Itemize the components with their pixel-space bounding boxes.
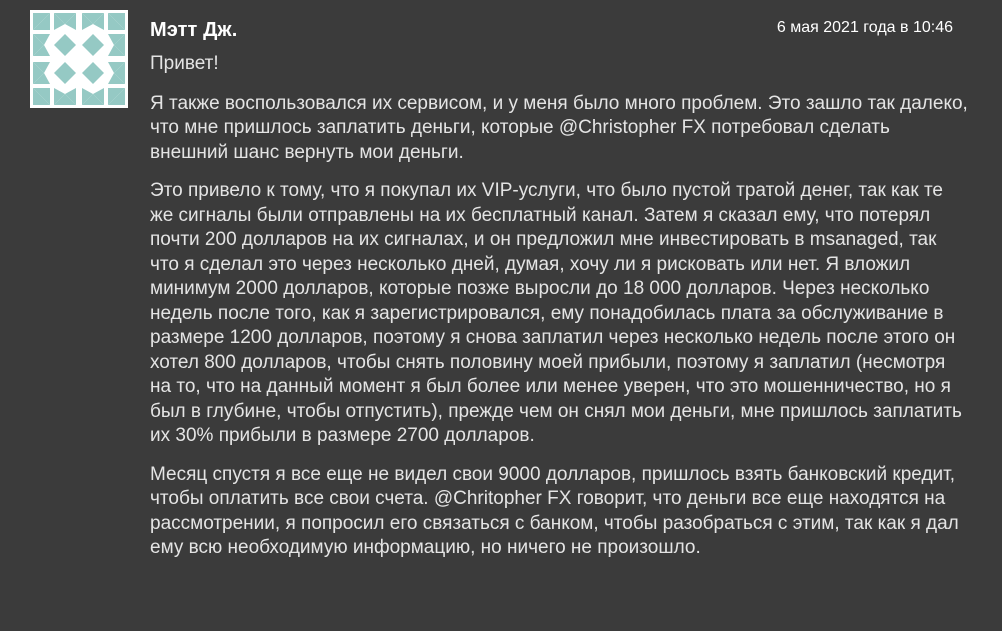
- comment-author[interactable]: Мэтт Дж.: [150, 19, 238, 41]
- comment-paragraph: Привет!: [150, 53, 219, 74]
- comment-paragraph: Это привело к тому, что я покупал их VIP-услуги, что было пустой тратой денег, так как те же сигналы были отправлены на их бесплатный канал. Затем я сказал ему, что потерял почти 200 долларов на их сигналах, и он предложил мне инвестировать в msanaged, так что я сделал это через несколько дней, думая, хочу ли я рисковать или нет. Я вложил минимум 2000 долларов, которые позже выросли до 18 000 долларов. Через несколько недель после того, как я зарегистрировался, ему понадобилась плата за обслуживание в размере 1200 долларов, поэтому я снова заплатил через несколько недель после этого он хотел 800 долларов, чтобы снять половину моей прибыли, поэтому я заплатил (несмотря на то, что на данный момент я был более или менее уверен, что это мошенничество, но я был в глубине, чтобы отпустить), прежде чем он снял мои деньги, мне пришлось заплатить их 30% прибыли в размере 2700 долларов.: [150, 180, 962, 446]
- comment-timestamp[interactable]: 6 мая 2021 года в 10:46: [776, 19, 953, 36]
- comment-body: [150, 52, 970, 575]
- comment-paragraph: Месяц спустя я все еще не видел свои 9000 долларов, пришлось взять банковский кредит, чтобы оплатить все свои счета. @Chritopher FX говорит, что деньги все еще находятся на рассмотрении, я попросил его связаться с банком, чтобы разобраться с этим, так как я дал ему всю необходимую информацию, но ничего не произошло.: [150, 463, 959, 558]
- identicon-avatar-icon: [30, 10, 128, 108]
- avatar[interactable]: [30, 10, 128, 108]
- comment-paragraph: Я также воспользовался их сервисом, и у меня было много проблем. Это зашло так далеко, что мне пришлось заплатить деньги, которые @Christopher FX потребовал сделать внешний шанс вернуть мои деньги.: [150, 92, 968, 163]
